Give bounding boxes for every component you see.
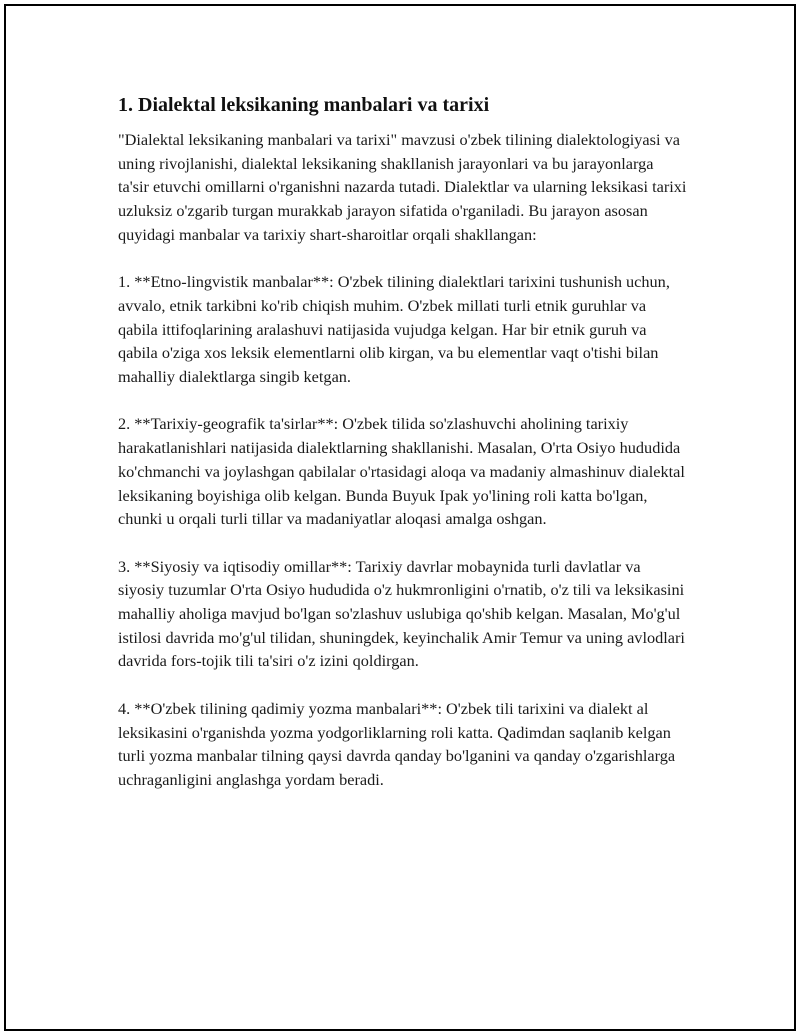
paragraph-tarixiy-geografik: 2. **Tarixiy-geografik ta'sirlar**: O'zbek tilida so'zlashuvchi aholining tarixiy harakatlanishlari natijasida dialektlarning shakllanishi. Masalan, O'rta Osiyo hududida ko'chmanchi va joylashgan qabilalar o'rtasidagi aloqa va madaniy almashinuv dialektal leksikaning boyishiga olib kelgan. Bunda Buyuk Ipak yo'lining roli katta bo'lgan, chunki u orqali turli tillar va madaniyatlar aloqasi amalga oshgan. <box>118 414 685 529</box>
paragraph-siyosiy-iqtisodiy: 3. **Siyosiy va iqtisodiy omillar**: Tarixiy davrlar mobaynida turli davlatlar va siyosiy tuzumlar O'rta Osiyo hududida o'z hukmronligini o'rnatib, o'z tili va leksikasini mahalliy aholiga mavjud bo'lgan so'zlashuv uslubiga qo'shib kelgan. Masalan, Mo'g'ul istilosi davrida mo'g'ul tilidan, shuningdek, keyinchalik Amir Temur va uning avlodlari davrida fors-tojik tili ta'siri o'z izini qoldirgan. <box>118 556 685 671</box>
paragraph-yozma-manbalar: 4. **O'zbek tilining qadimiy yozma manbalari**: O'zbek tili tarixini va dialekt al leksikasini o'rganishda yozma yodgorliklarning roli katta. Qadimdan saqlanib kelgan turli yozma manbalar tilning qaysi davrda qanday bo'lganini va qanday o'zgarishlarga uchraganligini anglashga yordam beradi. <box>118 698 676 789</box>
intro-paragraph: "Dialektal leksikaning manbalari va tarixi" mavzusi o'zbek tilining dialektologiyasi va uning rivojlanishi, dialektal leksikaning shakllanish jarayonlari va bu jarayonlarga ta'sir etuvchi omillarni o'rganishni nazarda tutadi. Dialektlar va ularning leksikasi tarixi uzluksiz o'zgarib turgan murakkab jarayon sifatida o'rganiladi. Bu jarayon asosan quyidagi manbalar va tarixiy shart-sharoitlar orqali shakllangan: <box>118 130 687 244</box>
paragraph-etno-lingvistik: 1. **Etno-lingvistik manbalar**: O'zbek tilining dialektlari tarixini tushunish uchun, avvalo, etnik tarkibni ko'rib chiqish muhim. O'zbek millati turli etnik guruhlar va qabila ittifoqlarining aralashuvi natijasida vujudga kelgan. Har bir etnik guruh va qabila o'ziga xos leksik elementlarni olib kirgan, va bu elementlar vaqt o'tishi bilan mahalliy dialektlarga singib ketgan. <box>118 272 670 387</box>
document-body <box>118 92 688 815</box>
document-title: 1. Dialektal leksikaning manbalari va tarixi <box>118 94 490 116</box>
